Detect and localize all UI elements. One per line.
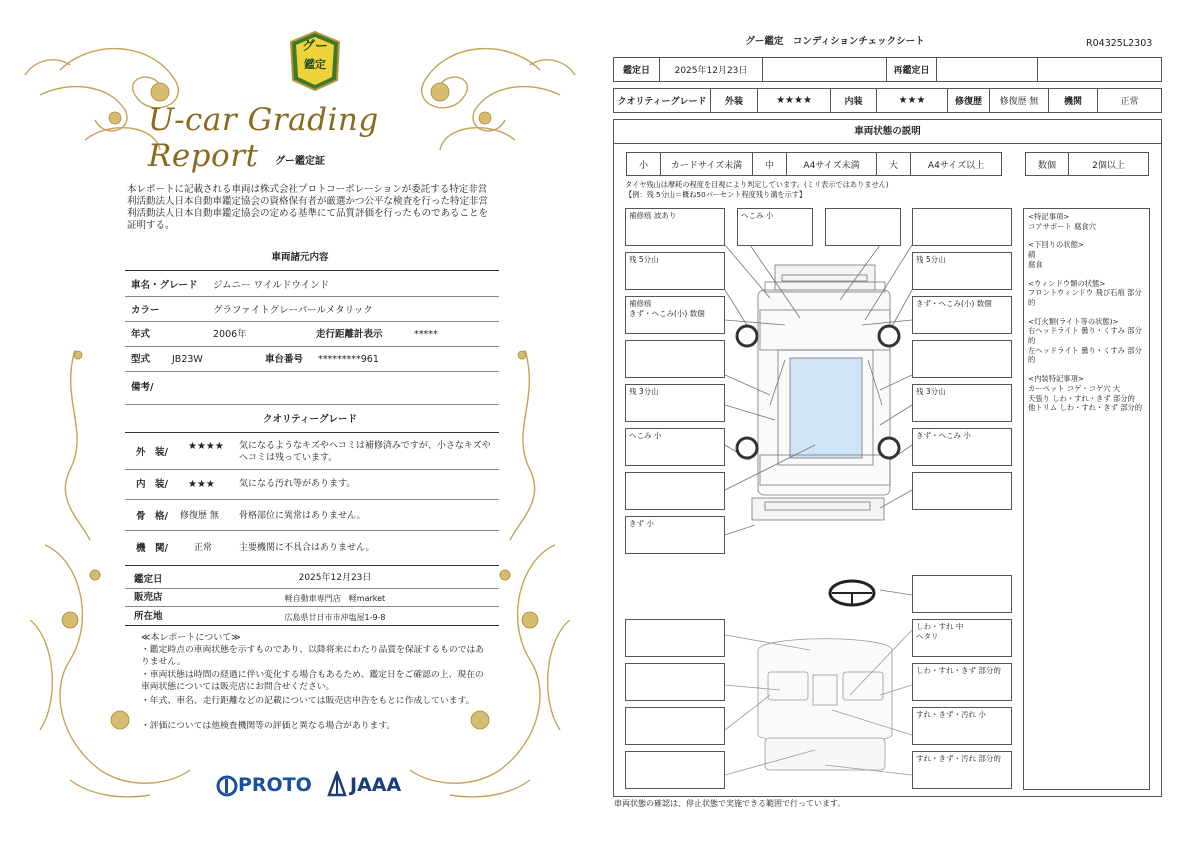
exterior-label: 外 装/ [136, 447, 168, 458]
special-line: <内装特記事項> [1028, 374, 1085, 384]
special-line: 天張り しわ・すれ・きず 部分的 [1028, 393, 1135, 403]
inspect-date-label: 鑑定日 [613, 57, 660, 82]
mileage-label: 走行距離計表示 [316, 329, 383, 340]
chassis-value: *********961 [318, 354, 379, 365]
badge-top-text: グー [301, 39, 328, 54]
report-script-title: U-car Grading Report [148, 102, 379, 174]
interior-desc: 気になる汚れ等があります。 [239, 479, 356, 489]
int-stars: ★★★ [876, 88, 948, 113]
box-r1 [912, 208, 1012, 246]
box-l5: 残 3分山 [625, 384, 725, 422]
count-value: 2個以上 [1068, 152, 1149, 176]
note-2: ・車両状態は時間の経過に伴い変化する場合もあるため、鑑定日をご確認の上、現在の車両状態については販売店にお問合せください。 [141, 670, 484, 692]
interior-label: 内 装/ [136, 479, 168, 490]
jaaa-logo-text: JAAA [350, 774, 402, 796]
ext-label: 外装 [710, 88, 758, 113]
color-label: カラー [131, 305, 160, 316]
special-items-panel [1023, 208, 1150, 790]
cert-intro: 本レポートに記載される車両は株式会社プロトコーポレーションが委託する特定非営利活動法人日本自動車鑑定協会の資格保有者が厳選かつ公平な検査を行った特定非営利活動法人日本自動車鑑定協会の定める基準にて品質評価を行ったものであることを証明する。 [127, 184, 489, 231]
note-1: ・鑑定時点の車両状態を示すものであり、以降将来にわたり品質を保証するものではありません。 [141, 645, 485, 667]
cert-title: グー鑑定証 [275, 156, 325, 167]
frame-value: 修復歴 無 [180, 511, 219, 521]
shop-label: 販売店 [134, 592, 163, 603]
notes-title: ≪本レポートについて≫ [141, 633, 241, 643]
reinspect-label: 再鑑定日 [886, 57, 937, 82]
box-r4 [912, 340, 1012, 378]
condition-check-sheet [600, 0, 1200, 848]
size-large-label: 大 [876, 152, 911, 176]
box-il4 [625, 751, 725, 789]
special-line [1028, 270, 1145, 279]
box-il3 [625, 707, 725, 745]
special-line: <下回りの状態> [1028, 240, 1085, 250]
footer-note: 車両状態の確認は、停止状態で実施できる範囲で行っています。 [614, 799, 846, 808]
reinspect-value [936, 57, 1038, 82]
size-mid-label: 中 [752, 152, 787, 176]
specs-title: 車両諸元内容 [271, 252, 329, 263]
size-mid-desc: A4サイズ未満 [786, 152, 877, 176]
engine-value-r: 正常 [1097, 88, 1162, 113]
box-l2: 残 5分山 [625, 252, 725, 290]
inspect-date-value: 2025年12月23日 [659, 57, 763, 82]
special-line: カーペット コゲ・コゲ穴 大 [1028, 383, 1121, 393]
name-value: ジムニー ワイルドウインド [213, 280, 330, 291]
box-r6: きず・へこみ 小 [912, 428, 1012, 466]
color-value: グラファイトグレーパールメタリック [213, 305, 373, 316]
box-i1 [912, 619, 1012, 657]
exterior-stars: ★★★★ [188, 441, 224, 452]
special-line: 錆 [1028, 250, 1036, 260]
year-label: 年式 [131, 329, 151, 340]
date-value: 2025年12月23日 [298, 573, 372, 583]
engine-desc: 主要機関に不具合はありません。 [239, 543, 375, 553]
inspect-date-blank [762, 57, 887, 82]
box-r2: 残 5分山 [912, 252, 1012, 290]
box-l6: へこみ 小 [625, 428, 725, 466]
special-line: フロントウィンドウ 飛び石痕 部分的 [1028, 288, 1142, 307]
box-il1 [625, 619, 725, 657]
special-line: 左ヘッドライト 曇り・くすみ 部分的 [1028, 345, 1142, 365]
special-line: 他トリム しわ・すれ・きず 部分的 [1028, 403, 1143, 413]
box-il2 [625, 663, 725, 701]
frame-desc: 骨格部位に異常はありません。 [239, 511, 366, 521]
box-r5: 残 3分山 [912, 384, 1012, 422]
box-i1-line1: しわ・すれ 中 [916, 622, 964, 631]
remarks-label: 備考/ [131, 382, 154, 393]
interior-stars: ★★★ [188, 479, 215, 490]
special-line: <ウィンドウ類の状態> [1028, 278, 1106, 288]
box-i2: しわ・すれ・きず 部分的 [912, 663, 1012, 701]
tire-note-1: タイヤ残山は摩耗の程度を目視により判定しています。(ミリ表示ではありません) [625, 180, 889, 189]
mileage-value: ***** [414, 329, 438, 340]
special-line: 右ヘッドライト 曇り・くすみ 部分的 [1028, 326, 1142, 346]
box-l7 [625, 472, 725, 510]
box-l8: きず 小 [625, 516, 725, 554]
box-i4: すれ・きず・汚れ 部分的 [912, 751, 1012, 789]
box-i3: すれ・きず・汚れ 小 [912, 707, 1012, 745]
special-line: <灯火類(ライト等の状態)> [1028, 316, 1119, 326]
tire-note-2: 【例：残 5分山＝概ね50パーセント程度残り溝を示す】 [625, 190, 807, 199]
box-l3-line2: きず・へこみ(小) 数個 [629, 309, 705, 318]
chassis-label: 車台番号 [265, 354, 304, 365]
badge-bottom-text: 鑑定 [304, 58, 326, 71]
qg-label: クオリティーグレード [613, 88, 711, 113]
name-label: 車名・グレード [131, 280, 198, 291]
box-l4 [625, 340, 725, 378]
special-line [1028, 365, 1145, 374]
state-title: 車両状態の説明 [854, 126, 921, 137]
frame-label: 骨 格/ [136, 511, 168, 522]
size-large-desc: A4サイズ以上 [910, 152, 1002, 176]
note-3: ・年式、車名、走行距離などの記載については販売店申告をもとに作成しています。 [141, 696, 475, 706]
repair-label: 修復歴 [947, 88, 990, 113]
engine-label-r: 機関 [1048, 88, 1098, 113]
box-l3 [625, 296, 725, 334]
sheet-title: グー鑑定 コンディションチェックシート [745, 36, 925, 47]
size-small-label: 小 [626, 152, 661, 176]
repair-value: 修復歴 無 [989, 88, 1049, 113]
special-line: コアサポート 腐食穴 [1028, 221, 1096, 231]
special-line [1028, 231, 1145, 240]
special-line: <特記事項> [1028, 212, 1070, 221]
box-r3: きず・へこみ(小) 数個 [912, 296, 1012, 334]
proto-logo-text: PROTO [238, 774, 312, 796]
model-label: 型式 [131, 354, 151, 365]
engine-value: 正常 [194, 543, 213, 553]
model-value: JB23W [172, 354, 203, 365]
special-line [1028, 308, 1145, 317]
note-4: ・評価については他検査機関等の評価と異なる場合があります。 [141, 721, 396, 731]
jaaa-logo-icon [327, 771, 347, 797]
quality-title: クオリティーグレード [262, 414, 358, 425]
ext-stars: ★★★★ [757, 88, 831, 113]
sheet-number: R04325L2303 [1086, 38, 1153, 49]
size-small-desc: カードサイズ未満 [660, 152, 753, 176]
exterior-desc: 気になるようなキズやヘコミは補修済みですが、小さなキズやヘコミは残っています。 [239, 441, 491, 463]
box-r7 [912, 472, 1012, 510]
box-steering [912, 575, 1012, 613]
box-t1: へこみ 小 [737, 208, 813, 246]
box-l3-line1: 補修痕 [629, 299, 652, 308]
int-label: 内装 [830, 88, 877, 113]
box-l1: 補修痕 波あり [625, 208, 725, 246]
box-i1-line2: ヘタリ [916, 632, 939, 641]
special-line: 腐食 [1028, 259, 1043, 269]
addr-value: 広島県廿日市市沖塩屋1-9-8 [284, 613, 386, 622]
box-t2 [825, 208, 901, 246]
engine-label: 機 関/ [136, 543, 168, 554]
reinspect-blank [1037, 57, 1162, 82]
count-label: 数個 [1025, 152, 1069, 176]
addr-label: 所在地 [134, 611, 163, 622]
shop-value: 軽自動車専門店 軽market [284, 594, 386, 603]
year-value: 2006年 [213, 329, 247, 340]
date-label: 鑑定日 [134, 574, 163, 585]
proto-logo-icon [216, 775, 238, 797]
